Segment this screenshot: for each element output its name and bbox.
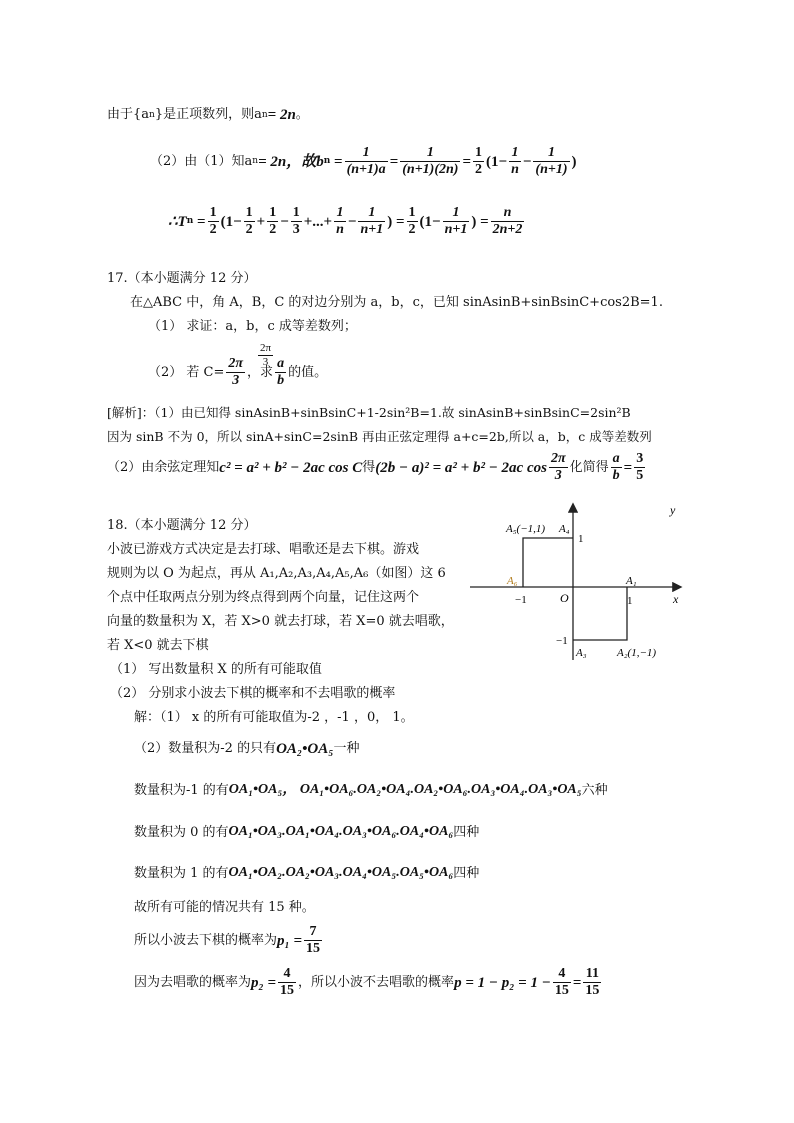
- q18-sol8-pre: 因为去唱歌的概率为: [134, 974, 252, 990]
- x-label: x: [673, 592, 679, 606]
- q18-sol4-pre: 数量积为 0 的有: [134, 824, 229, 840]
- q18-sol8-eq: p = 1 − p₂ = 1 −: [454, 974, 551, 991]
- q18-sol5: [134, 865, 479, 882]
- q18-sol5-post: 四种: [453, 865, 480, 881]
- upper-left-square: [523, 538, 573, 587]
- tn-half: $\frac{1}{2}$: [209, 205, 217, 238]
- part2-sub: n: [252, 156, 259, 167]
- q18-sol1: 解：（1） x 的所有可能取值为-2 ，-1 ，0， 1。: [134, 710, 414, 725]
- q18-sol4-eq: OA₁•OA₃.OA₁•OA₄.OA₃•OA₆.OA₄•OA₆: [228, 824, 454, 839]
- q18-item1: （1） 写出数量积 X 的所有可能取值: [110, 662, 322, 677]
- q18-sol4: [134, 824, 479, 841]
- q17-sol3-post: 化简得: [569, 459, 609, 475]
- tn-term-1: $\frac{1}{2}$: [245, 205, 253, 238]
- tn-term-3: $\frac{1}{3}$: [292, 205, 300, 238]
- line1-eq: = 2n: [267, 107, 296, 123]
- q18-sol5-eq: OA₁•OA₂.OA₂•OA₃.OA₄•OA₅.OA₅•OA₆: [228, 865, 454, 880]
- q18-p2: 规则为以 O 为起点，再从 A₁,A₂,A₃,A₄,A₅,A₆（如图）这 6: [107, 566, 446, 581]
- q17-ans-r: $\frac{3}{5}$: [636, 451, 644, 484]
- tn-lead: ∴T: [168, 213, 187, 230]
- q17-sol3-frac: $\frac{2\pi}{3}$: [550, 451, 566, 484]
- q17-item2-post: ，求: [247, 364, 274, 380]
- q18-sol2-eq: OA₂•OA₅: [276, 741, 334, 757]
- q17-item2-pre: （2） 若 C=: [148, 364, 225, 380]
- q18-p3: 个点中任取两点分别为终点得到两个向量，记住这两个: [107, 590, 420, 605]
- q18-sol3-eq: OA₁•OA₅， OA₁•OA₆.OA₂•OA₄.OA₂•OA₆.OA₃•OA₄.OA₃•OA₅: [228, 782, 582, 797]
- tick-1-x: 1: [627, 595, 633, 607]
- line-an-positive: [107, 106, 309, 124]
- line1-mid: }是正项数列，则a: [154, 107, 262, 123]
- tn-term-4: $\frac{1}{n}$: [336, 205, 344, 238]
- bn-sub: n: [323, 156, 331, 167]
- q18-sol7: [134, 924, 324, 957]
- q18-sol7-pre: 所以小波去下棋的概率为: [134, 932, 278, 948]
- q17-sol3-eq2: (2b − a)² = a² + b² − 2ac cos: [375, 459, 547, 476]
- q17-sol1: [解析]：（1）由已知得 sinAsinB+sinBsinC+1-2sin²B=1.故 sinAsinB+sinBsinC=2sin²B: [107, 405, 631, 420]
- frac-3: $\frac{1}{2}$: [475, 145, 483, 178]
- q18-sol6: 故所有可能的情况共有 15 种。: [134, 900, 315, 915]
- origin-label: O: [560, 591, 569, 605]
- tick-1-y: 1: [578, 533, 584, 545]
- a5-label: A₅(−1,1): [506, 523, 546, 535]
- q18-p1: 小波已游戏方式决定是去打球、唱歌还是去下棋。游戏: [107, 542, 420, 557]
- q17-ans-l: $\frac{a}{b}$: [612, 451, 620, 484]
- q18-sol8-frac1: $\frac{4}{15}$: [280, 966, 295, 999]
- frac-5: $\frac{1}{(n+1)}$: [535, 145, 568, 178]
- a2-label: A₂(1,−1): [617, 647, 657, 659]
- line1-sub2: n: [261, 109, 268, 120]
- q17-sol3: （2）由余弦定理知 c² = a² + b² − 2ac cos C 得 (2b − a)² = a² + b² − 2ac cos $\frac{2\pi}{3}$ 化简得 $\frac{a}{b}$ = $\frac{3}{5}$: [107, 451, 644, 484]
- line1-sub: n: [149, 109, 155, 120]
- q18-sol8: [134, 966, 603, 999]
- q18-p5: 若 X<0 就去下棋: [107, 638, 209, 653]
- q18-sol7-p: p₁ =: [277, 932, 303, 949]
- q17-sol3-eq1: c² = a² + b² − 2ac cos C: [219, 459, 363, 476]
- q18-sol2-post: 一种: [333, 741, 360, 757]
- tn-formula: ∴T n = $\frac{1}{2}$ (1− $\frac{1}{2}$ + $\frac{1}{2}$ − $\frac{1}{3}$ +...+ $\frac{1}{n}$ − $\frac{1}{n+1}$ ) = $\frac{1}{2}$ (1− $\frac{1}{n+1}$ ) = $\frac{n}{2n+2}$: [168, 205, 523, 238]
- q17-sol2: 因为 sinB 不为 0，所以 sinA+sinC=2sinB 再由正弦定理得 a+c=2b,所以 a，b，c 成等差数列: [107, 429, 652, 444]
- q18-title: 18.（本小题满分 12 分）: [107, 518, 257, 533]
- q17-item2: [148, 356, 327, 389]
- q17-sol3-mid: 得: [362, 459, 376, 475]
- q18-sol8-eq2: =: [572, 974, 582, 991]
- tn-sub: n: [186, 216, 194, 227]
- tick-neg1-y: −1: [556, 635, 568, 647]
- q18-sol3-pre: 数量积为-1 的有: [134, 782, 229, 798]
- q18-sol5-pre: 数量积为 1 的有: [134, 865, 229, 881]
- frac-4: $\frac{1}{n}$: [511, 145, 519, 178]
- q17-c-small: $\frac{2\pi}{3}$: [260, 342, 272, 368]
- q17-stem: 在△ABC 中，角 A，B，C 的对边分别为 a，b，c，已知 sinAsinB+sinBsinC+cos2B=1.: [130, 295, 663, 310]
- q18-sol7-frac: $\frac{7}{15}$: [306, 924, 321, 957]
- q18-sol4-post: 四种: [453, 824, 480, 840]
- a3-label: A₃: [576, 647, 587, 659]
- q18-sol2: [134, 740, 359, 758]
- frac-1: $\frac{1}{(n+1)a}$: [346, 145, 386, 178]
- tick-neg1-x: −1: [515, 594, 527, 606]
- a1-label: A₁: [626, 575, 637, 587]
- part2-lead: （2）由（1）知a: [150, 153, 253, 169]
- q17-item1: （1） 求证：a，b，c 成等差数列；: [148, 319, 357, 334]
- lower-right-square: [573, 587, 627, 640]
- tn-half-2: $\frac{1}{2}$: [408, 205, 416, 238]
- q18-sol8-mid: ，所以小波不去唱歌的概率: [298, 974, 455, 990]
- q18-sol3-post: 六种: [581, 782, 608, 798]
- line1-post: 。: [295, 107, 309, 123]
- q18-sol8-p: p₂ =: [251, 974, 277, 991]
- coordinate-figure: [470, 500, 685, 665]
- q18-sol8-frac3: $\frac{11}{15}$: [585, 966, 600, 999]
- q18-sol2-pre: （2）数量积为-2 的只有: [134, 741, 277, 757]
- q18-item2: （2） 分别求小波去下棋的概率和不去唱歌的概率: [110, 686, 396, 701]
- q17-c-frac: $\frac{2\pi}{3}$: [228, 356, 244, 389]
- a6-label: A₆: [507, 575, 518, 587]
- tn-term-6: $\frac{1}{n+1}$: [444, 205, 468, 238]
- bn-symbol: b: [316, 153, 324, 170]
- q18-sol8-frac2: $\frac{4}{15}$: [554, 966, 569, 999]
- q17-ab-frac: $\frac{a}{b}$: [277, 356, 285, 389]
- part2-bn-formula: （2）由（1）知a n = 2n，故 b n = $\frac{1}{(n+1)a}$ = $\frac{1}{(n+1)(2n)}$ = $\frac{1}{2}$ (1− $\frac{1}{n}$ − $\frac{1}{(n+1)}$ ): [150, 145, 577, 178]
- y-label: y: [670, 503, 676, 517]
- tn-result: $\frac{n}{2n+2}$: [492, 205, 523, 238]
- tn-term-5: $\frac{1}{n+1}$: [360, 205, 384, 238]
- line1-pre: 由于{a: [107, 107, 150, 123]
- q17-title: 17.（本小题满分 12 分）: [107, 271, 257, 286]
- q17-item2-end: 的值。: [288, 364, 328, 380]
- q18-p4: 向量的数量积为 X，若 X>0 就去打球，若 X=0 就去唱歌，: [107, 614, 454, 629]
- a4-label: A₄: [559, 523, 570, 535]
- part2-eq1: = 2n，故: [258, 153, 317, 170]
- q18-sol3: [134, 782, 608, 799]
- tn-term-2: $\frac{1}{2}$: [269, 205, 277, 238]
- frac-2: $\frac{1}{(n+1)(2n)}$: [402, 145, 459, 178]
- q17-sol3-pre: （2）由余弦定理知: [107, 459, 220, 475]
